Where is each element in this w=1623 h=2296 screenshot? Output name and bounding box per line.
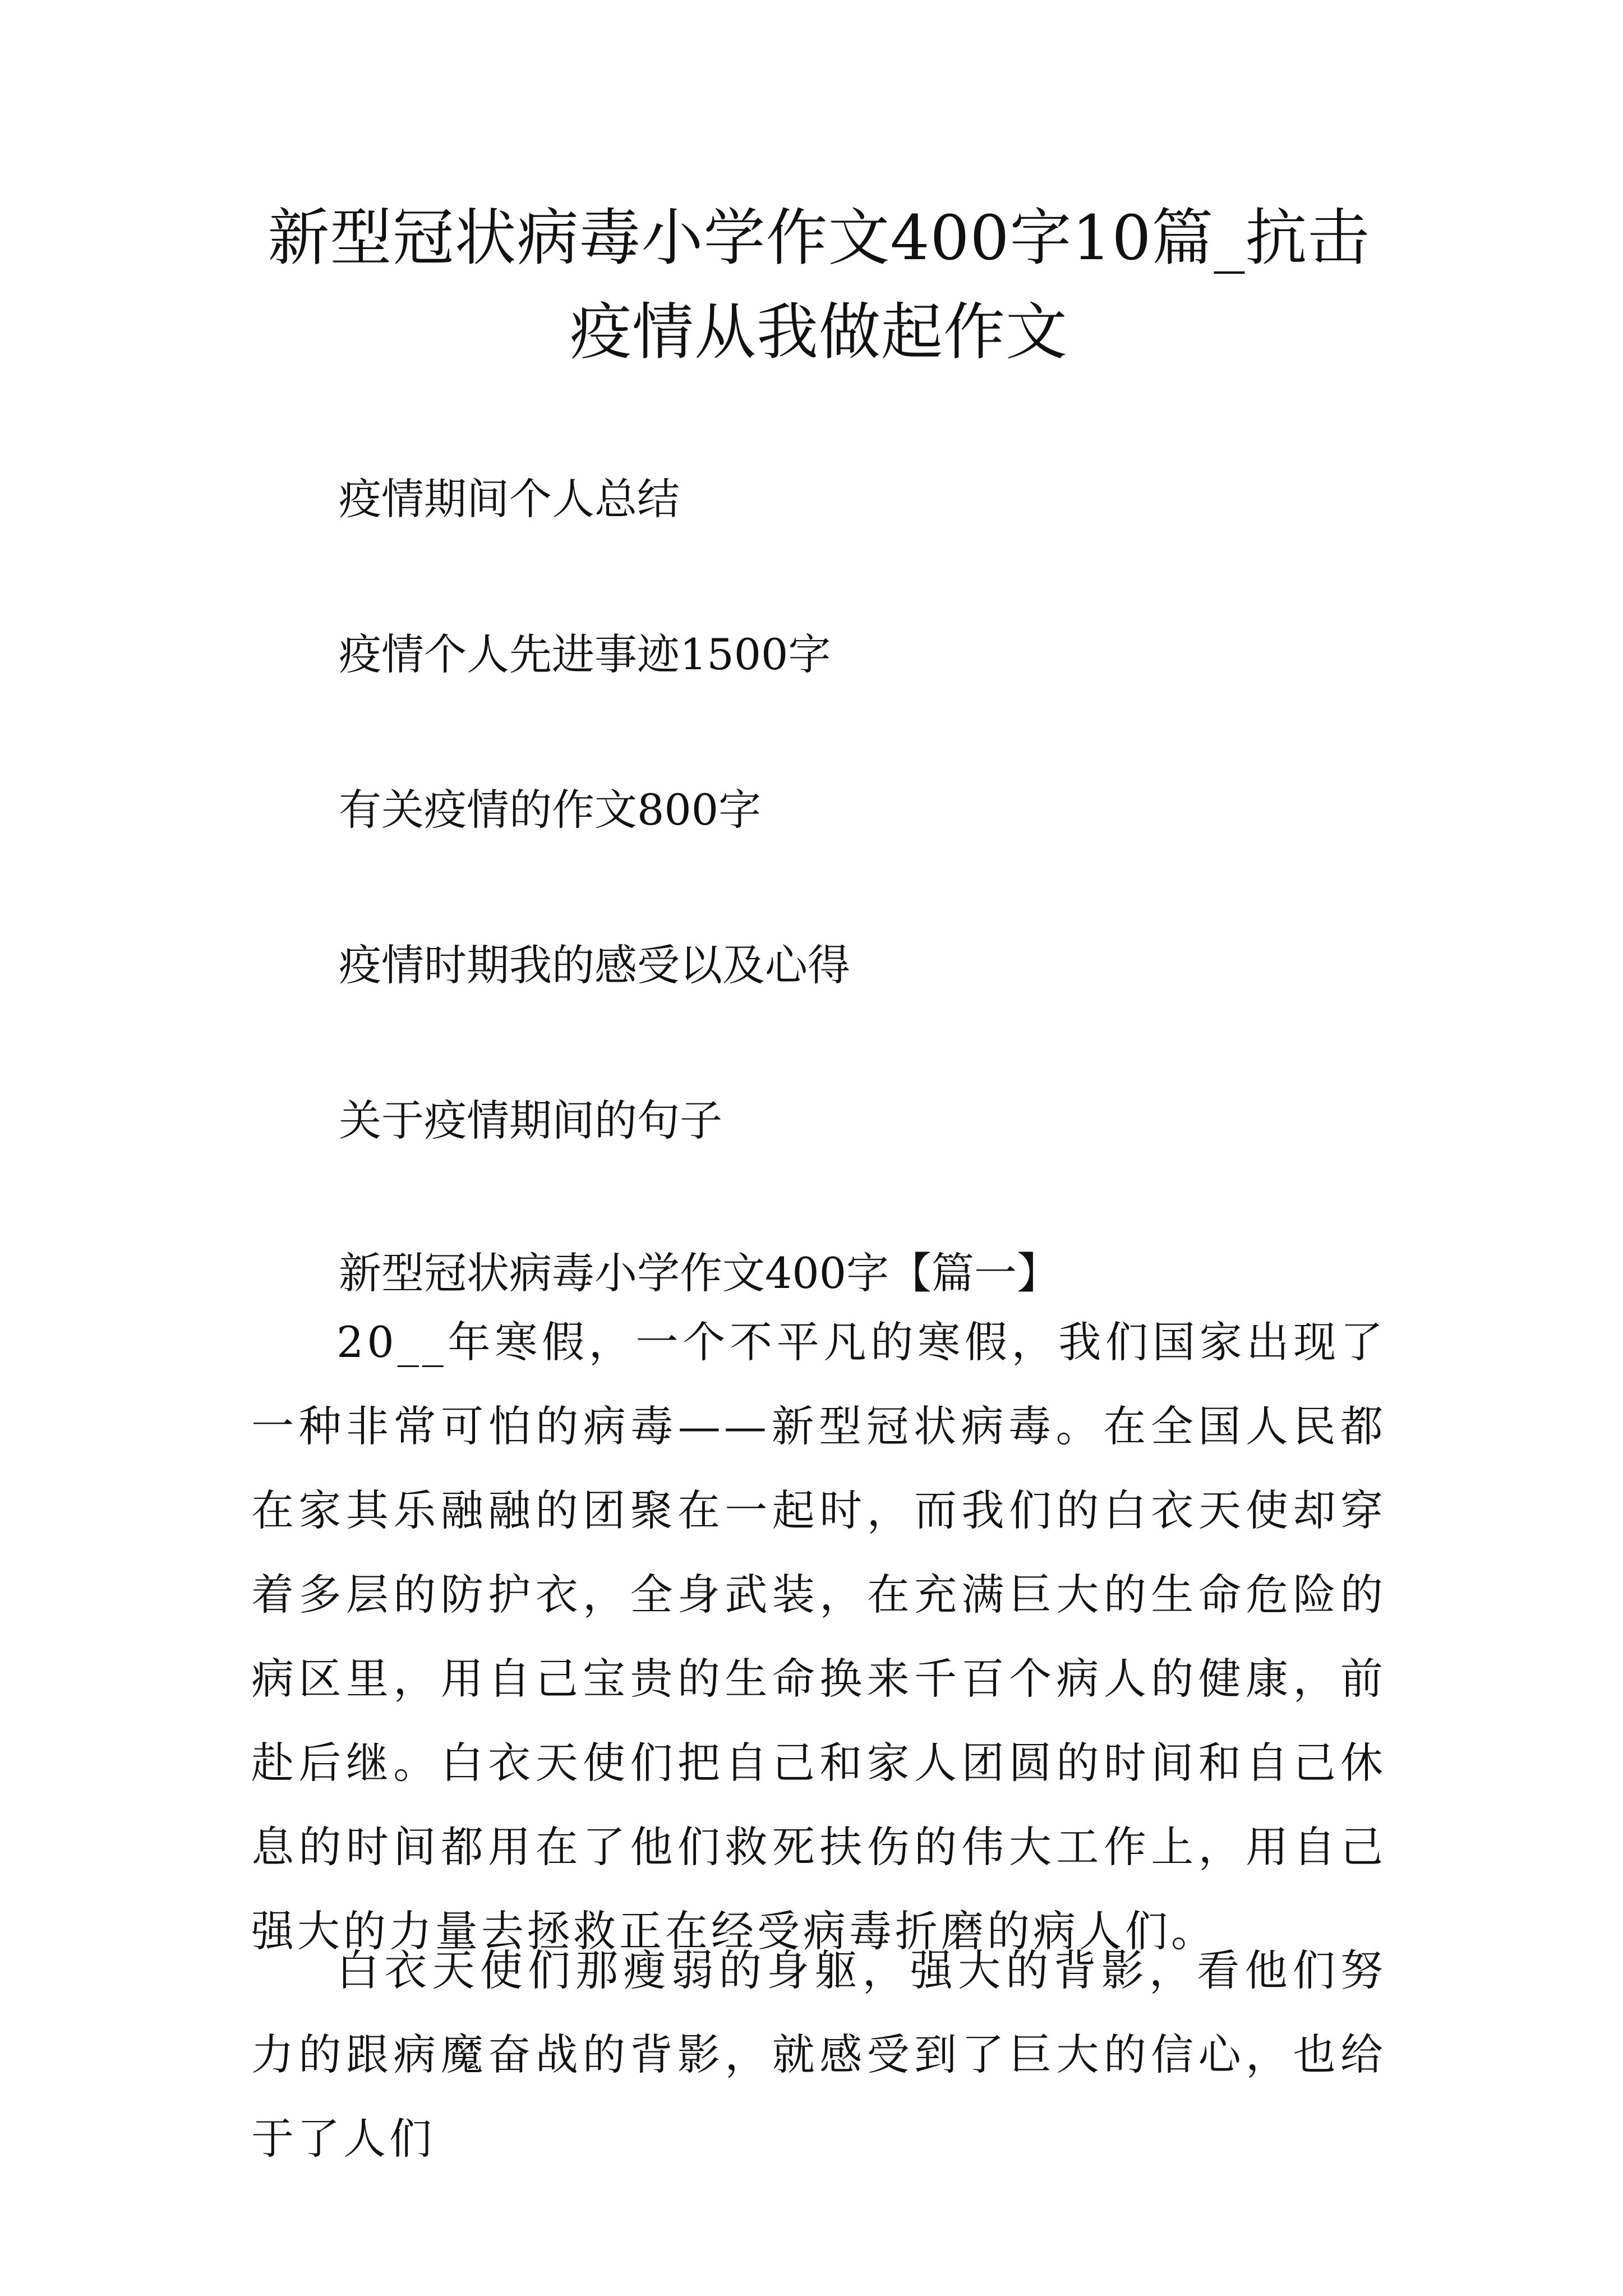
toc-item: 疫情个人先进事迹1500字 <box>339 629 831 679</box>
document-title: 新型冠状病毒小学作文400字10篇_抗击疫情从我做起作文 <box>268 202 1370 368</box>
toc-item: 有关疫情的作文800字 <box>339 785 762 835</box>
toc-item: 疫情期间个人总结 <box>339 474 680 524</box>
section-heading: 新型冠状病毒小学作文400字【篇一】 <box>339 1248 1060 1298</box>
table-of-contents <box>339 471 1404 1248</box>
toc-item: 疫情时期我的感受以及心得 <box>339 940 850 990</box>
body-paragraph: 20__年寒假，一个不平凡的寒假，我们国家出现了一种非常可怕的病毒——新型冠状病毒。在全国人民都在家其乐融融的团聚在一起时，而我们的白衣天使却穿着多层的防护衣，全身武装，在充满巨大的生命危险的病区里，用自己宝贵的生命换来千百个病人的健康，前赴后继。白衣天使们把自己和家人团圆的时间和自己休息的时间都用在了他们救死扶伤的伟大工作上，用自己强大的力量去拯救正在经受病毒折磨的病人们。 <box>251 1317 1386 1956</box>
body-paragraph: 白衣天使们那瘦弱的身躯，强大的背影，看他们努力的跟病魔奋战的背影，就感受到了巨大的信心，也给于了人们 <box>251 1945 1386 2164</box>
toc-item: 关于疫情期间的句子 <box>339 1096 722 1145</box>
